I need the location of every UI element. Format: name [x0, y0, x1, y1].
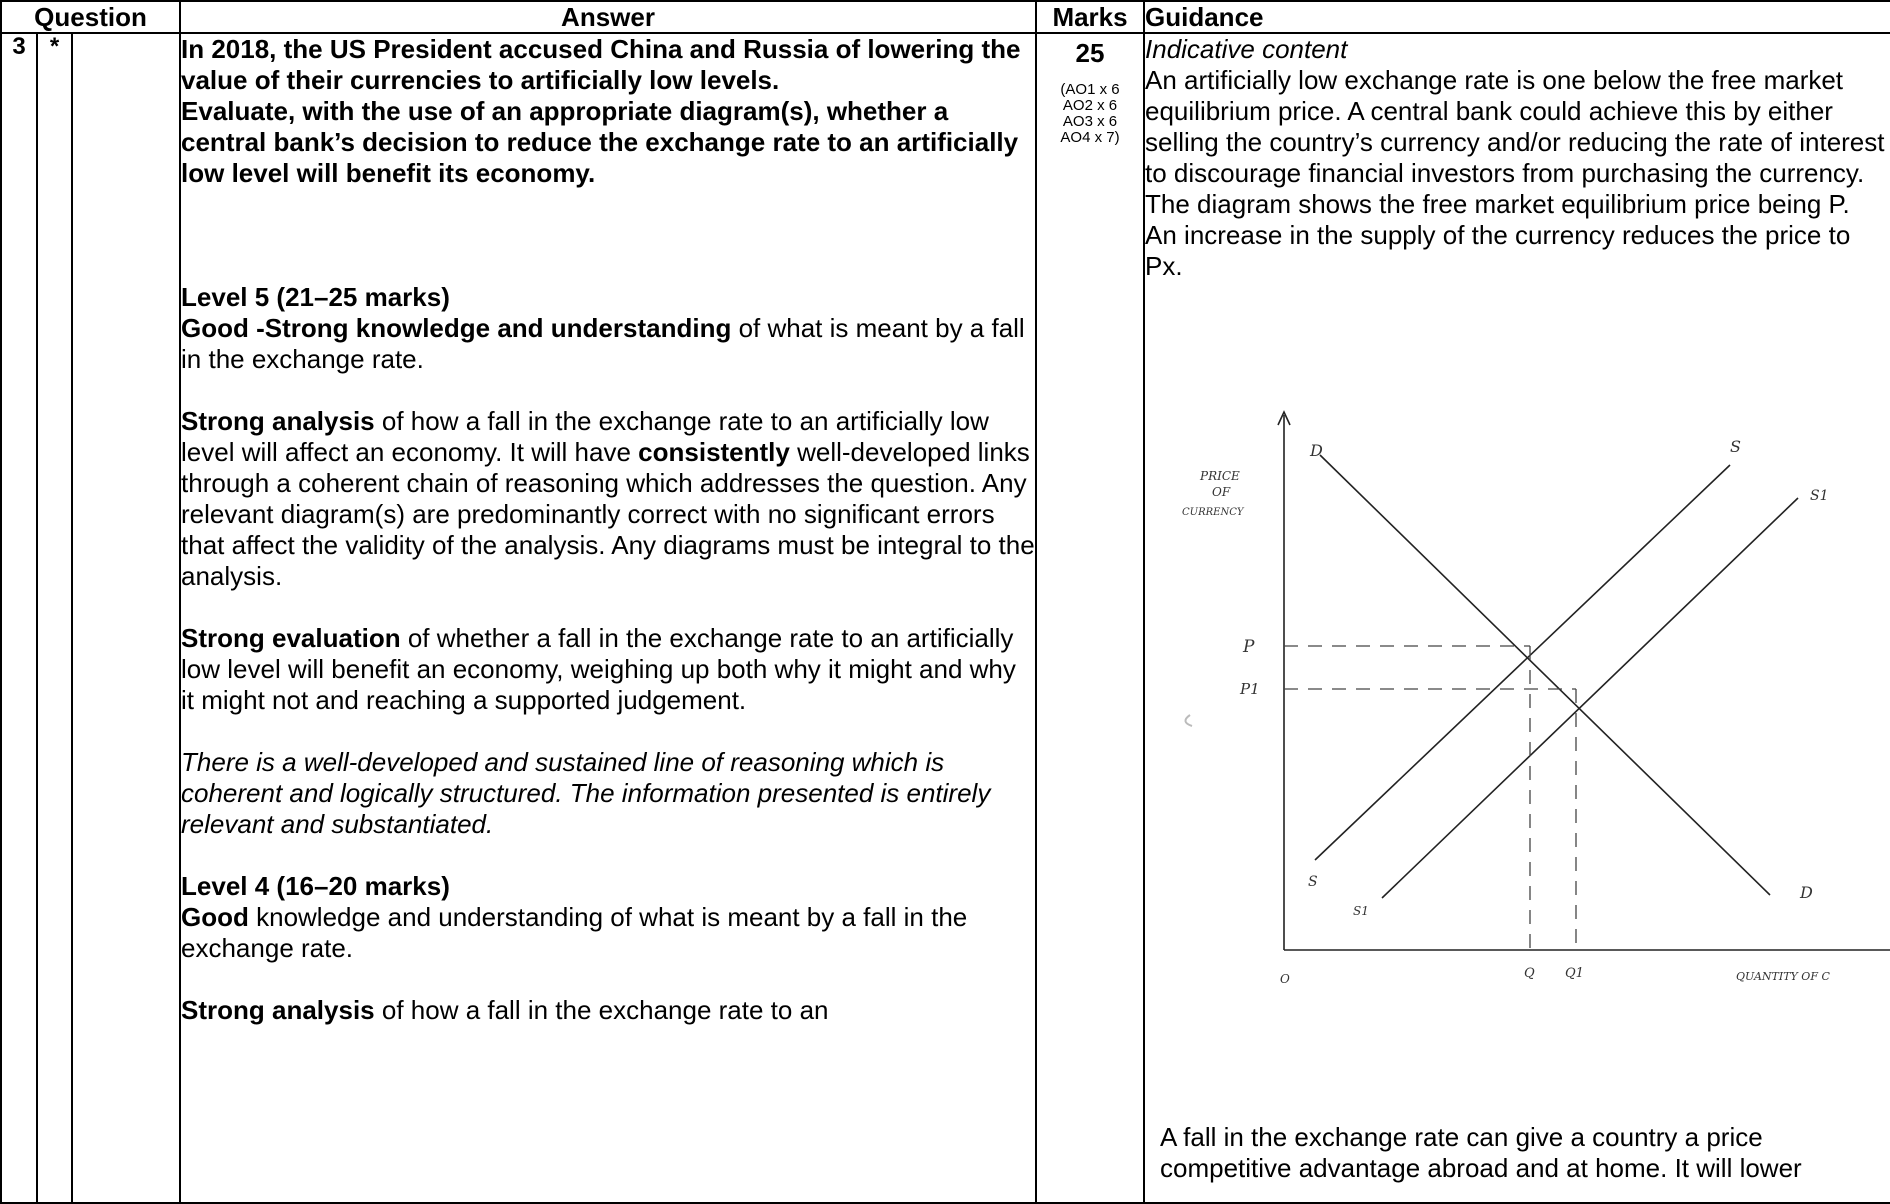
supply-curve-s1 — [1382, 498, 1798, 898]
quantity-q-label: Q — [1524, 966, 1535, 981]
supply-top-label: S — [1730, 437, 1741, 456]
y-axis-label-2: OF — [1212, 485, 1231, 499]
question-marker: * — [37, 33, 72, 1203]
question-number: 3 — [1, 33, 37, 1203]
demand-bottom-label: D — [1800, 883, 1813, 902]
scan-mark — [1185, 715, 1192, 726]
ao-line: AO3 x 6 — [1062, 113, 1118, 130]
guidance-bottom-line-1: A fall in the exchange rate can give a country a price — [1160, 1122, 1763, 1152]
guidance-bottom-line-2: competitive advantage abroad and at home. It will lower — [1160, 1153, 1802, 1183]
supply1-top-label: S1 — [1810, 488, 1829, 504]
level5-title: Level 5 (21–25 marks) — [181, 282, 450, 312]
ao-line: AO4 x 7) — [1060, 129, 1120, 146]
level4-knowledge-bold: Good — [181, 902, 249, 932]
ao-line: AO2 x 6 — [1062, 97, 1118, 114]
currency-supply-demand-diagram — [1160, 380, 1890, 1105]
demand-top-label: D — [1310, 441, 1323, 460]
guidance-continuation — [1160, 1122, 1890, 1184]
level4-analysis — [181, 995, 1035, 1026]
level5-analysis-text-1: of how a fall in the exchange rate to an artificially low level will affect an economy. It will have — [181, 406, 989, 467]
guidance-heading: Indicative content — [1145, 34, 1348, 64]
level5-evaluation-bold: Strong evaluation — [181, 623, 401, 653]
ao-line: (AO1 x 6 — [1060, 81, 1120, 98]
question-subpart-cell — [72, 33, 180, 1203]
level4-knowledge-text: knowledge and understanding of what is meant by a fall in the exchange rate. — [181, 902, 968, 963]
origin-label: O — [1280, 972, 1290, 986]
marks-header: Marks — [1036, 1, 1144, 33]
level5-analysis-text-2: well-developed links through a coherent chain of reasoning which addresses the question. Any relevant diagram(s) are predominantly correct with no significant errors that affect the validity of the analysis. Any diagrams must be integral to the analysis. — [181, 437, 1035, 591]
ao-breakdown — [1037, 82, 1143, 146]
header-row — [1, 1, 1890, 33]
demand-curve — [1320, 455, 1770, 895]
marks-cell — [1036, 33, 1144, 1203]
supply1-bottom-label: S1 — [1353, 904, 1369, 918]
level4-knowledge — [181, 902, 1035, 964]
level5-knowledge-bold: Good -Strong knowledge and understanding — [181, 313, 732, 343]
quantity-q1-label: Q1 — [1565, 966, 1584, 981]
supply-curve-s — [1315, 465, 1730, 860]
level4-title: Level 4 (16–20 marks) — [181, 871, 450, 901]
level5-knowledge-text: of what is meant by a fall in the exchange rate. — [181, 313, 1025, 374]
question-header: Question — [1, 1, 180, 33]
price-p1-label: P1 — [1240, 680, 1260, 698]
y-axis-label-3: CURRENCY — [1182, 507, 1244, 518]
guidance-paragraph: An artificially low exchange rate is one below the free market equilibrium price. A central bank could achieve this by either selling the country’s currency and/or reducing the rate of interest to discourage financial investors from purchasing the currency. The diagram shows the free market equilibrium price being P. An increase in the supply of the currency reduces the price to Px. — [1145, 65, 1885, 281]
answer-cell — [180, 33, 1036, 1203]
level5-reasoning — [181, 747, 1035, 840]
level5-consistently: consistently — [638, 437, 790, 467]
question-text-1: In 2018, the US President accused China and Russia of lowering the value of their currencies to artificially low levels. — [181, 34, 1021, 95]
supply-bottom-label: S — [1308, 874, 1318, 890]
y-axis-label-1: PRICE — [1200, 469, 1240, 483]
level5-knowledge — [181, 313, 1035, 375]
price-p-label: P — [1243, 637, 1255, 657]
x-axis-label: QUANTITY OF C — [1736, 970, 1830, 983]
level5-evaluation-text: of whether a fall in the exchange rate to an artificially low level will benefit an economy, weighing up both why it might and why it might not and reaching a supported judgement. — [181, 623, 1016, 715]
level4-analysis-bold: Strong analysis — [181, 995, 375, 1025]
marks-total: 25 — [1075, 38, 1105, 68]
level5-reasoning-italic: There is a well-developed and sustained line of reasoning which is coherent and logically structured. The information presented is entirely relevant and substantiated. — [181, 747, 991, 839]
question-text-2: Evaluate, with the use of an appropriate diagram(s), whether a central bank’s decision to reduce the exchange rate to an artificially low level will benefit its economy. — [181, 96, 1019, 188]
level5-analysis-bold: Strong analysis — [181, 406, 375, 436]
answer-header: Answer — [180, 1, 1036, 33]
level4-analysis-text: of how a fall in the exchange rate to an — [374, 995, 829, 1025]
level5-analysis — [181, 406, 1035, 592]
guidance-header: Guidance — [1144, 1, 1890, 33]
level5-evaluation — [181, 623, 1035, 716]
